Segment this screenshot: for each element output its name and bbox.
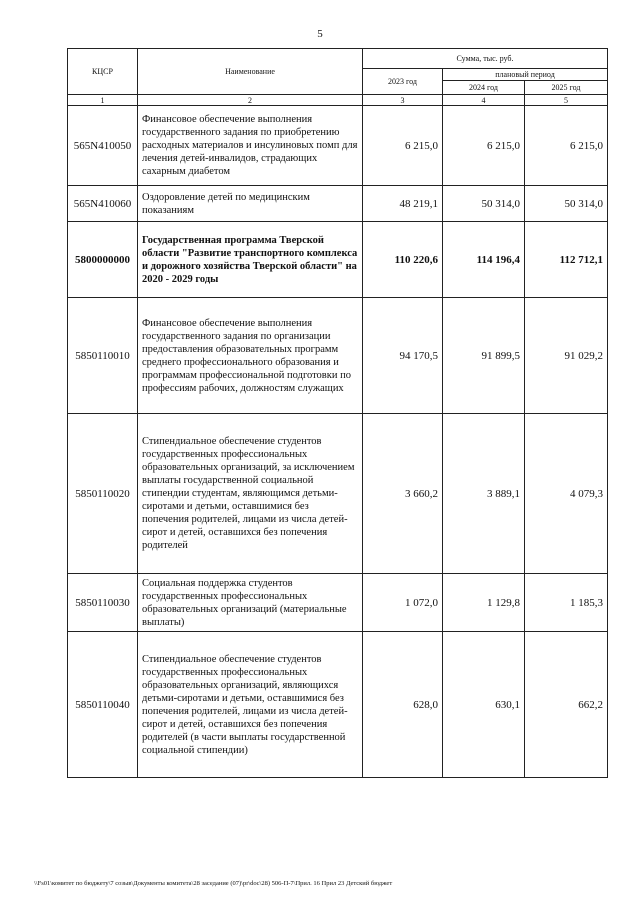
column-number: 2: [138, 95, 363, 106]
column-number: 3: [363, 95, 443, 106]
row-value-2024: 6 215,0: [443, 106, 525, 186]
row-value-2023: 3 660,2: [363, 414, 443, 574]
document-path-footer: \\Fs01\комитет по бюджету\7 созыв\Документы комитета\28 заседание (07)\pr\doc\28) 506-П-7\Прил. 16 Прил 23 Детский бюджет: [34, 880, 393, 887]
row-name: Стипендиальное обеспечение студентов государственных профессиональных образовательных организаций, являющихся детьми-сиротами и детьми, оставшимися без попечения родителей, лицами из числа детей-сирот и детей, оставшихся без попечения родителей (в части выплаты государственной социальной стипендии): [138, 632, 363, 778]
row-code: 5850110010: [68, 298, 138, 414]
table-row: [68, 632, 608, 778]
header-name: Наименование: [138, 49, 363, 95]
header-code: КЦСР: [68, 49, 138, 95]
row-name: Финансовое обеспечение выполнения государственного задания по приобретению расходных материалов и инсулиновых помп для лечения детей-инвалидов, страдающих сахарным диабетом: [138, 106, 363, 186]
table-row: [68, 574, 608, 632]
row-value-2024: 50 314,0: [443, 186, 525, 222]
row-value-2025: 50 314,0: [525, 186, 608, 222]
row-name: Оздоровление детей по медицинским показаниям: [138, 186, 363, 222]
header-year-2024: 2024 год: [443, 81, 525, 95]
row-code: 5850110040: [68, 632, 138, 778]
row-code: 565N410050: [68, 106, 138, 186]
row-value-2023: 48 219,1: [363, 186, 443, 222]
row-value-2024: 91 899,5: [443, 298, 525, 414]
table-row: [68, 186, 608, 222]
row-name: Социальная поддержка студентов государственных профессиональных образовательных организаций (материальные выплаты): [138, 574, 363, 632]
row-value-2025: 1 185,3: [525, 574, 608, 632]
row-code: 5850110020: [68, 414, 138, 574]
header-planning-period: плановый период: [443, 69, 608, 81]
row-value-2025: 6 215,0: [525, 106, 608, 186]
column-number: 5: [525, 95, 608, 106]
table-row: [68, 106, 608, 186]
row-value-2023: 628,0: [363, 632, 443, 778]
table-row: [68, 298, 608, 414]
row-value-2025: 4 079,3: [525, 414, 608, 574]
column-number: 1: [68, 95, 138, 106]
row-code: 5850110030: [68, 574, 138, 632]
row-value-2025: 112 712,1: [525, 222, 608, 298]
table-row: [68, 414, 608, 574]
row-name: Государственная программа Тверской области "Развитие транспортного комплекса и дорожного хозяйства Тверской области" на 2020 - 2029 годы: [138, 222, 363, 298]
row-value-2024: 114 196,4: [443, 222, 525, 298]
row-code: 565N410060: [68, 186, 138, 222]
column-number: 4: [443, 95, 525, 106]
row-value-2024: 3 889,1: [443, 414, 525, 574]
row-name: Финансовое обеспечение выполнения государственного задания по организации предоставления образовательных программ среднего профессионального образования и программам профессиональной подготовки по профессиям рабочих, должностям служащих: [138, 298, 363, 414]
row-code: 5800000000: [68, 222, 138, 298]
row-value-2025: 91 029,2: [525, 298, 608, 414]
row-value-2023: 110 220,6: [363, 222, 443, 298]
row-value-2023: 94 170,5: [363, 298, 443, 414]
budget-table: [67, 48, 608, 778]
header-year-2023: 2023 год: [363, 69, 443, 95]
page-number: 5: [317, 28, 323, 40]
header-sum: Сумма, тыс. руб.: [363, 49, 608, 69]
header-year-2025: 2025 год: [525, 81, 608, 95]
row-value-2024: 1 129,8: [443, 574, 525, 632]
row-name: Стипендиальное обеспечение студентов государственных профессиональных образовательных организаций, за исключением выплаты государственной социальной стипендии студентам, являющимся детьми-сиротами и детьми, оставшимися без попечения родителей, лицами из числа детей-сирот и детей, оставшихся без попечения родителей: [138, 414, 363, 574]
row-value-2023: 6 215,0: [363, 106, 443, 186]
table-row-program: [68, 222, 608, 298]
row-value-2025: 662,2: [525, 632, 608, 778]
row-value-2023: 1 072,0: [363, 574, 443, 632]
row-value-2024: 630,1: [443, 632, 525, 778]
